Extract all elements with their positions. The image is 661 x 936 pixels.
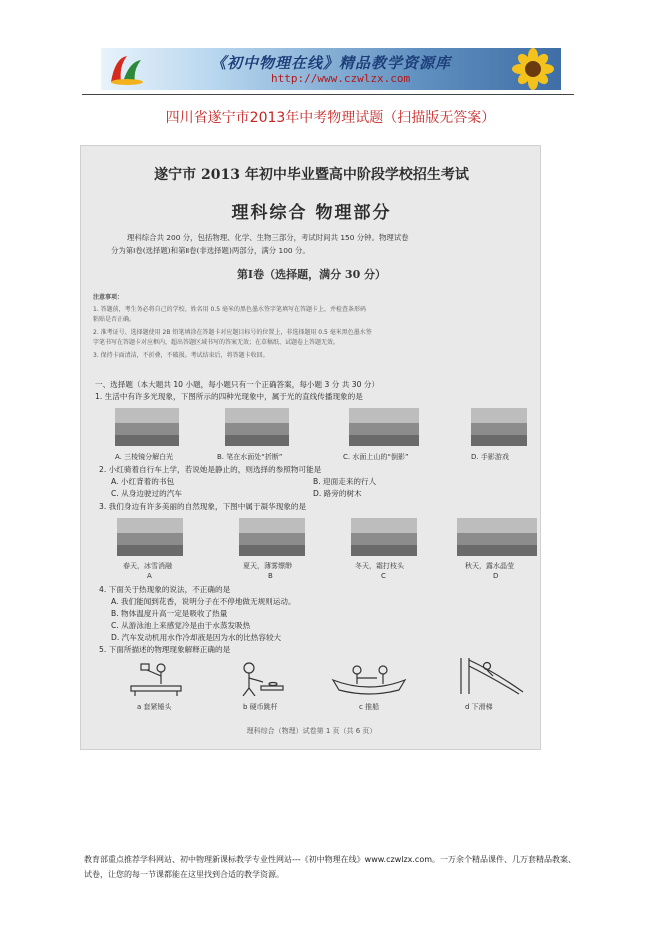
q4-option-a: A. 我们能闻到花香，说明分子在不停地做无规则运动。 xyxy=(111,597,296,606)
sunflower-icon xyxy=(509,48,557,90)
q5-caption-d: d 下滑梯 xyxy=(465,703,493,711)
boat-sketch-icon xyxy=(329,660,409,696)
hammer-sketch-icon xyxy=(125,660,187,696)
exam-header: 遂宁市 2013 年初中毕业暨高中阶段学校招生考试 xyxy=(154,167,469,183)
site-banner xyxy=(101,48,561,90)
question-1: 1. 生活中有许多光现象，下图所示的四种光现象中，属于光的直线传播现象的是 xyxy=(95,392,363,401)
intro-line-2: 分为第Ⅰ卷(选择题)和第Ⅱ卷(非选择题)两部分，满分 100 分。 xyxy=(111,246,310,255)
notes-title: 注意事项： xyxy=(93,294,124,301)
note-line: 2. 准考证号、选择题使用 2B 铅笔填涂在答题卡对应题目标号的位置上，非选择题用 0.5 毫米黑色墨水签 xyxy=(93,329,372,336)
banner-url[interactable]: http://www.czwlzx.com xyxy=(271,72,411,85)
slide-sketch-icon xyxy=(443,652,527,696)
header-rule xyxy=(82,94,574,95)
q5-caption-b: b 硬币跳杆 xyxy=(243,703,278,711)
q3-letter-d: D xyxy=(493,572,499,580)
site-logo-icon xyxy=(107,52,147,86)
coin-sketch-icon xyxy=(229,660,291,696)
question-5: 5. 下面所描述的物理现象解释正确的是 xyxy=(99,645,231,654)
q4-option-c: C. 从游泳池上来感觉冷是由于水蒸发吸热 xyxy=(111,621,251,630)
intro-line-1: 理科综合共 200 分，包括物理、化学、生物三部分，考试时间共 150 分钟。物理试卷 xyxy=(127,233,409,242)
section-title: 第Ⅰ卷（选择题，满分 30 分） xyxy=(236,268,387,281)
q1-image-a xyxy=(115,408,179,446)
page-footer: 教育部重点推荐学科网站、初中物理新课标教学专业性网站---《初中物理在线》www.czwlzx.com。一万余个精品课件、几万套精品教案、试卷，让您的每一节课都能在这里找到合适的教学资源。 xyxy=(84,855,577,879)
q1-image-d xyxy=(471,408,527,446)
q3-letter-a: A xyxy=(147,572,152,580)
note-line: 字笔书写在答题卡对应框内，超出答题区域书写的答案无效；在草稿纸、试题卷上答题无效。 xyxy=(93,339,340,346)
q3-letter-b: B xyxy=(268,572,273,580)
q3-image-b xyxy=(239,518,305,556)
q3-caption-b: 夏天，薄雾缥缈 xyxy=(243,562,292,570)
exam-subject: 理科综合 物理部分 xyxy=(231,203,392,223)
question-2: 2. 小红骑着自行车上学，若说她是静止的，则选择的参照物可能是 xyxy=(99,465,322,474)
question-4: 4. 下面关于热现象的说法，不正确的是 xyxy=(99,585,231,594)
part-one-title: 一、选择题（本大题共 10 小题，每小题只有一个正确答案，每小题 3 分 共 30 分） xyxy=(95,380,380,389)
q1-caption-a: A. 三棱镜分解白光 xyxy=(115,453,174,461)
note-line: 1. 答题前，考生务必将自己的学校、姓名用 0.5 毫米的黑色墨水签字笔填写在答题卡上，并检查条形码 xyxy=(93,306,366,313)
q1-caption-d: D. 手影游戏 xyxy=(471,453,509,461)
note-line: 3. 保持卡面清洁，不折叠，不破损。考试结束后，将答题卡收回。 xyxy=(93,352,269,359)
q5-caption-c: c 推船 xyxy=(359,703,380,711)
q4-option-d: D. 汽车发动机用水作冷却液是因为水的比热容较大 xyxy=(111,633,282,642)
q2-option-a: A. 小红背着的书包 xyxy=(111,477,175,486)
banner-title: 《初中物理在线》精品教学资源库 xyxy=(211,54,452,72)
q4-option-b: B. 物体温度升高一定是吸收了热量 xyxy=(111,609,228,618)
q2-option-d: D. 路旁的树木 xyxy=(313,489,362,498)
q3-caption-c: 冬天，霜打枝头 xyxy=(355,562,404,570)
q2-option-c: C. 从身边驶过的汽车 xyxy=(111,489,182,498)
q3-letter-c: C xyxy=(381,572,386,580)
q1-caption-b: B. 笔在水面处“折断” xyxy=(217,453,283,461)
q5-caption-a: a 套紧锤头 xyxy=(137,703,172,711)
q3-image-c xyxy=(351,518,417,556)
note-line: 粘贴是否正确。 xyxy=(93,316,136,323)
q2-option-b: B. 迎面走来的行人 xyxy=(313,477,377,486)
q1-image-c xyxy=(349,408,419,446)
document-title: 四川省遂宁市2013年中考物理试题（扫描版无答案） xyxy=(165,110,496,126)
scan-page-footer: 理科综合（物理）试卷第 1 页（共 6 页） xyxy=(246,727,377,735)
q3-image-a xyxy=(117,518,183,556)
q3-caption-a: 春天，冰雪消融 xyxy=(123,562,172,570)
scanned-exam-page xyxy=(80,145,541,750)
q1-caption-c: C. 水面上山的“倒影” xyxy=(343,453,409,461)
q1-image-b xyxy=(225,408,289,446)
question-3: 3. 我们身边有许多美丽的自然现象，下图中属于凝华现象的是 xyxy=(99,502,307,511)
q3-image-d xyxy=(457,518,537,556)
q3-caption-d: 秋天，露水晶莹 xyxy=(465,562,514,570)
